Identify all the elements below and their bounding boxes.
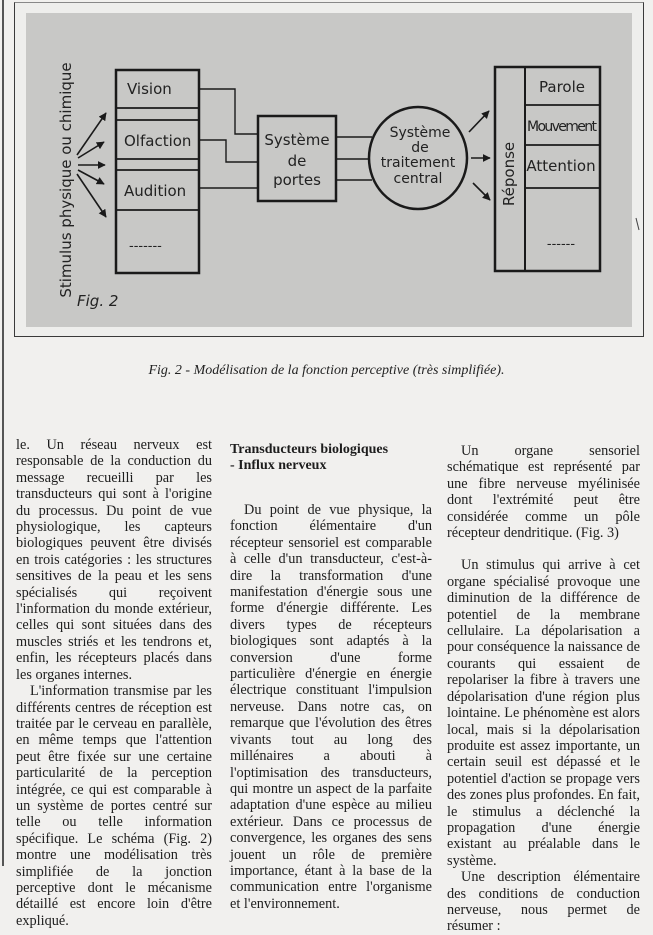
paragraph-gap (447, 541, 640, 557)
perception-diagram (0, 0, 653, 340)
sense-vision: Vision (127, 80, 172, 98)
stimulus-arrow (77, 113, 106, 155)
output-arrow (469, 111, 489, 132)
paragraph: le. Un réseau nerveux est responsable de la conduction du message recueilli par les transducteurs qui sont à l'origine du processus. Du point de vue physiologique, les capteurs biologiques peuvent être divisés en trois catégories : les structures sensitives de la peau et les sens spécialisés qui reçoivent l'information du monde extérieur, celles qui sont situées dans des muscles striés et les tendrons et, enfin, les récepteurs placés dans les organes internes. (16, 437, 212, 683)
stimulus-arrow (77, 174, 106, 217)
response-parole: Parole (539, 78, 585, 96)
section-heading-line1: Transducteurs biologiques (230, 442, 389, 457)
response-more: ------ (546, 237, 576, 252)
central-line2: de (411, 140, 429, 156)
sense-connectors (199, 89, 258, 188)
paragraph: Une description élémentaire des conditions de conduction nerveuse, nous permet de résumer : (447, 869, 640, 935)
article-column-2 (230, 442, 432, 912)
sense-audition: Audition (124, 182, 187, 200)
section-heading (230, 442, 432, 474)
stimulus-arrow (78, 142, 104, 158)
stimulus-arrows (77, 113, 106, 217)
gates-line1: Système (264, 131, 330, 149)
scan-mark (636, 218, 639, 230)
article-column-1 (16, 437, 212, 929)
article-column-3 (447, 443, 640, 935)
response-label: Réponse (500, 141, 518, 207)
response-mouvement: Mouvement (527, 119, 597, 135)
section-heading-line2: - Influx nerveux (230, 458, 327, 473)
output-arrow (473, 183, 490, 200)
paragraph: Un organe sensoriel schématique est représenté par une fibre nerveuse myélinisée dont l'extrémité peut être considérée comme un pôle récepteur dendritique. (Fig. 3) (447, 443, 640, 542)
paragraph: L'information transmise par les différents centres de réception est traitée par le cerveau en parallèle, en même temps que l'attention peut être fixée sur une certaine particularité de la perception intégrée, ce qui est comparable à un système de portes centré sur telle ou telle information spécifique. Le schéma (Fig. 2) montre une modélisation très simplifiée de la jonction perceptive dont le mécanisme détaillé est encore loin d'être expliqué. (16, 683, 212, 929)
output-arrows (469, 111, 490, 200)
gates-line3: portes (273, 171, 321, 189)
central-line1: Système (389, 125, 451, 141)
figure-label: Fig. 2 (77, 292, 119, 310)
stimulus-label: Stimulus physique ou chimique (57, 62, 75, 298)
sense-more: ------- (129, 239, 162, 254)
paragraph: Du point de vue physique, la fonction élémentaire d'un récepteur sensoriel est comparable à celle d'un transducteur, c'est-à-dire la transformation d'une manifestation d'énergie sous une forme d'énergie différente. Les divers types de récepteurs biologiques sont adaptés à la conversion d'une forme particulière d'énergie en énergie électrique constituant l'impulsion nerveuse. Dans notre cas, on remarque que l'évolution des êtres vivants tout au long des millénaires a abouti à l'optimisation des transducteurs, qui montre un aspect de la parfaite adaptation d'une espèce au milieu extérieur. Dans ce processus de convergence, les organes des sens jouent un rôle de première importance, étant à la base de la communication entre l'organisme et l'environnement. (230, 502, 432, 912)
central-line4: central (393, 171, 443, 187)
response-attention: Attention (526, 157, 596, 175)
paragraph: Un stimulus qui arrive à cet organe spécialisé provoque une diminution de la différence de potentiel de la membrane cellulaire. La dépolarisation a pour conséquence la naissance de courants qui essaient de repolariser la fibre à travers une dépolarisation d'une région plus lointaine. Le phénomène est alors local, mais si la dépolarisation produite est assez importante, un certain seuil est dépassé et le potentiel d'action se propage vers des zones plus profondes. En fait, le stimulus a déclenché la propagation d'une énergie existant au préalable dans le système. (447, 557, 640, 869)
sense-olfaction: Olfaction (124, 132, 192, 150)
figure-caption: Fig. 2 - Modélisation de la fonction perceptive (très simplifiée). (148, 363, 505, 378)
central-line3: traitement (380, 155, 456, 171)
gates-connectors (336, 137, 372, 180)
gates-line2: de (287, 152, 307, 170)
